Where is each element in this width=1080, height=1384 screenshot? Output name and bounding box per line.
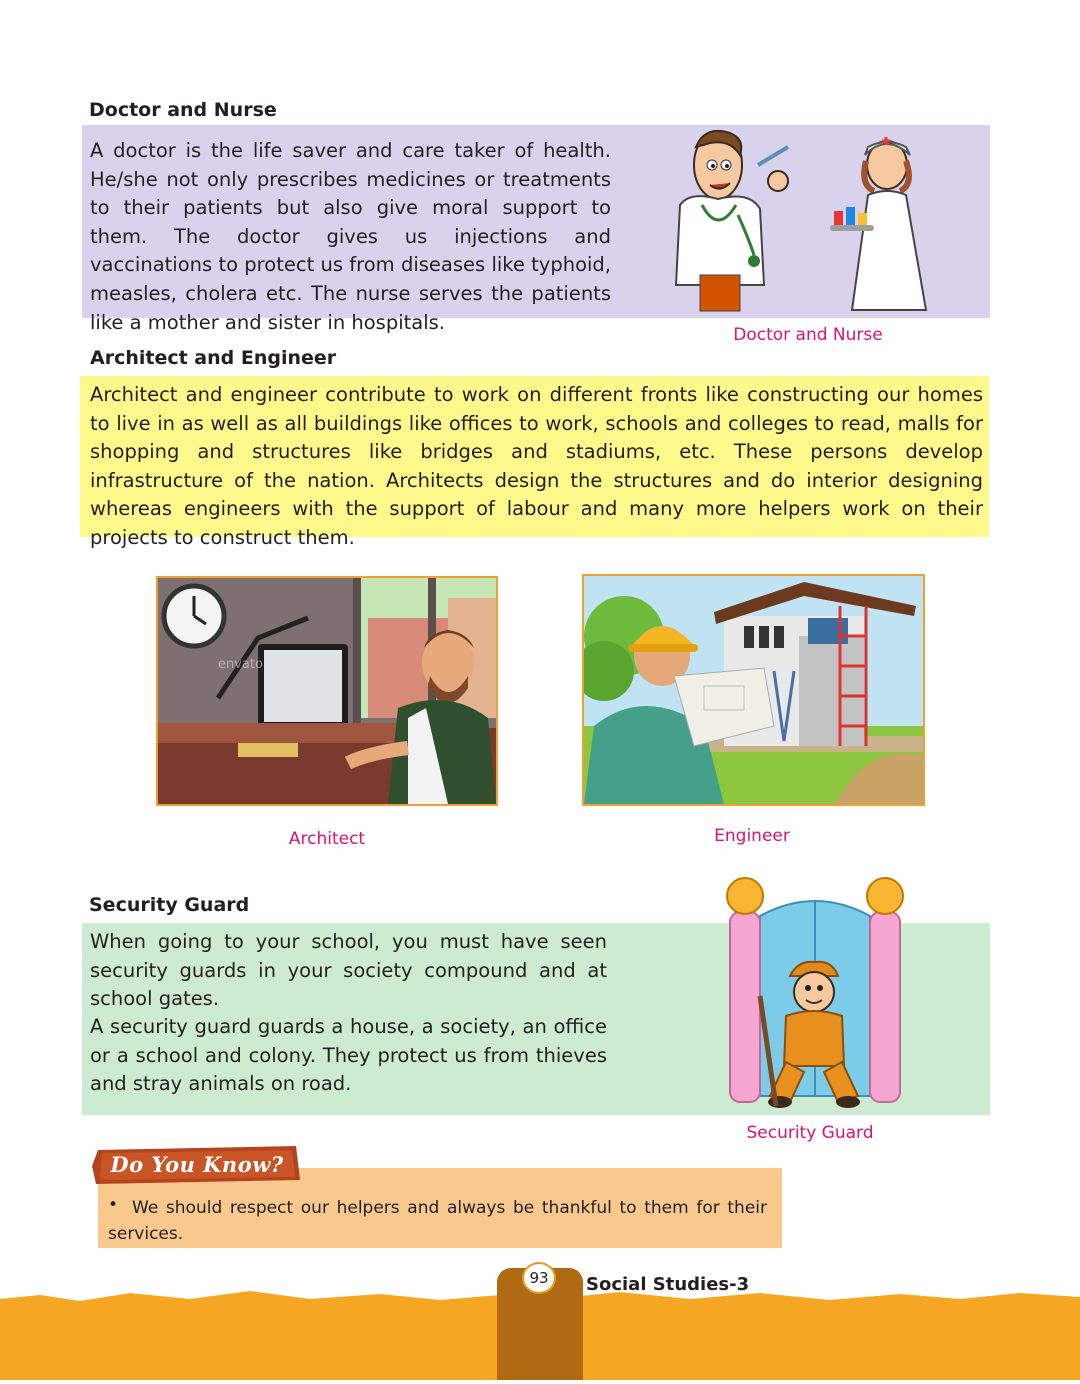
architect-image <box>156 576 498 806</box>
security-guard-paragraph-2: A security guard guards a house, a society, an office or a school and colony. They protect us from thieves and stray animals on road. <box>90 1015 607 1096</box>
security-guard-caption: Security Guard <box>746 1123 874 1143</box>
do-you-know-bullet: • <box>108 1195 119 1215</box>
security-guard-heading: Security Guard <box>89 894 250 916</box>
doctor-nurse-illustration <box>660 125 940 315</box>
doctor-nurse-paragraph: A doctor is the life saver and care taker of health. He/she not only prescribes medicines or treatments to their patients but also give moral support to them. The doctor gives us injections and vaccinations to protect us from diseases like typhoid, measles, cholera etc. The nurse serves the patients like a mother and sister in hospitals. <box>90 139 611 334</box>
architect-caption: Architect <box>288 829 366 849</box>
architect-watermark: envato <box>218 657 263 672</box>
security-guard-paragraph-1: When going to your school, you must have seen security guards in your society compound and at school gates. <box>90 930 607 1011</box>
doctor-nurse-caption: Doctor and Nurse <box>733 325 883 345</box>
engineer-image <box>582 574 925 806</box>
doctor-figure <box>676 131 788 311</box>
nurse-figure <box>830 137 926 310</box>
doctor-nurse-heading: Doctor and Nurse <box>89 99 277 121</box>
do-you-know-title: Do You Know? <box>110 1152 284 1177</box>
book-title: Social Studies-3 <box>586 1274 750 1295</box>
engineer-caption: Engineer <box>714 826 790 846</box>
page-number-badge <box>522 1262 556 1294</box>
do-you-know-text: We should respect our helpers and always be thankful to them for their services. <box>108 1198 767 1244</box>
architect-engineer-heading: Architect and Engineer <box>90 347 337 369</box>
page-number: 93 <box>529 1269 549 1287</box>
architect-engineer-paragraph: Architect and engineer contribute to work on different fronts like constructing our homes to live in as well as all buildings like offices to work, schools and colleges to read, malls for shopping and structures like bridges and stadiums, etc. These persons develop infrastructure of the nation. Architects design the structures and do interior designing whereas engineers with the support of labour and many more helpers work on their projects to construct them. <box>90 383 983 549</box>
security-guard-illustration <box>720 876 910 1116</box>
do-you-know-banner <box>92 1146 302 1186</box>
